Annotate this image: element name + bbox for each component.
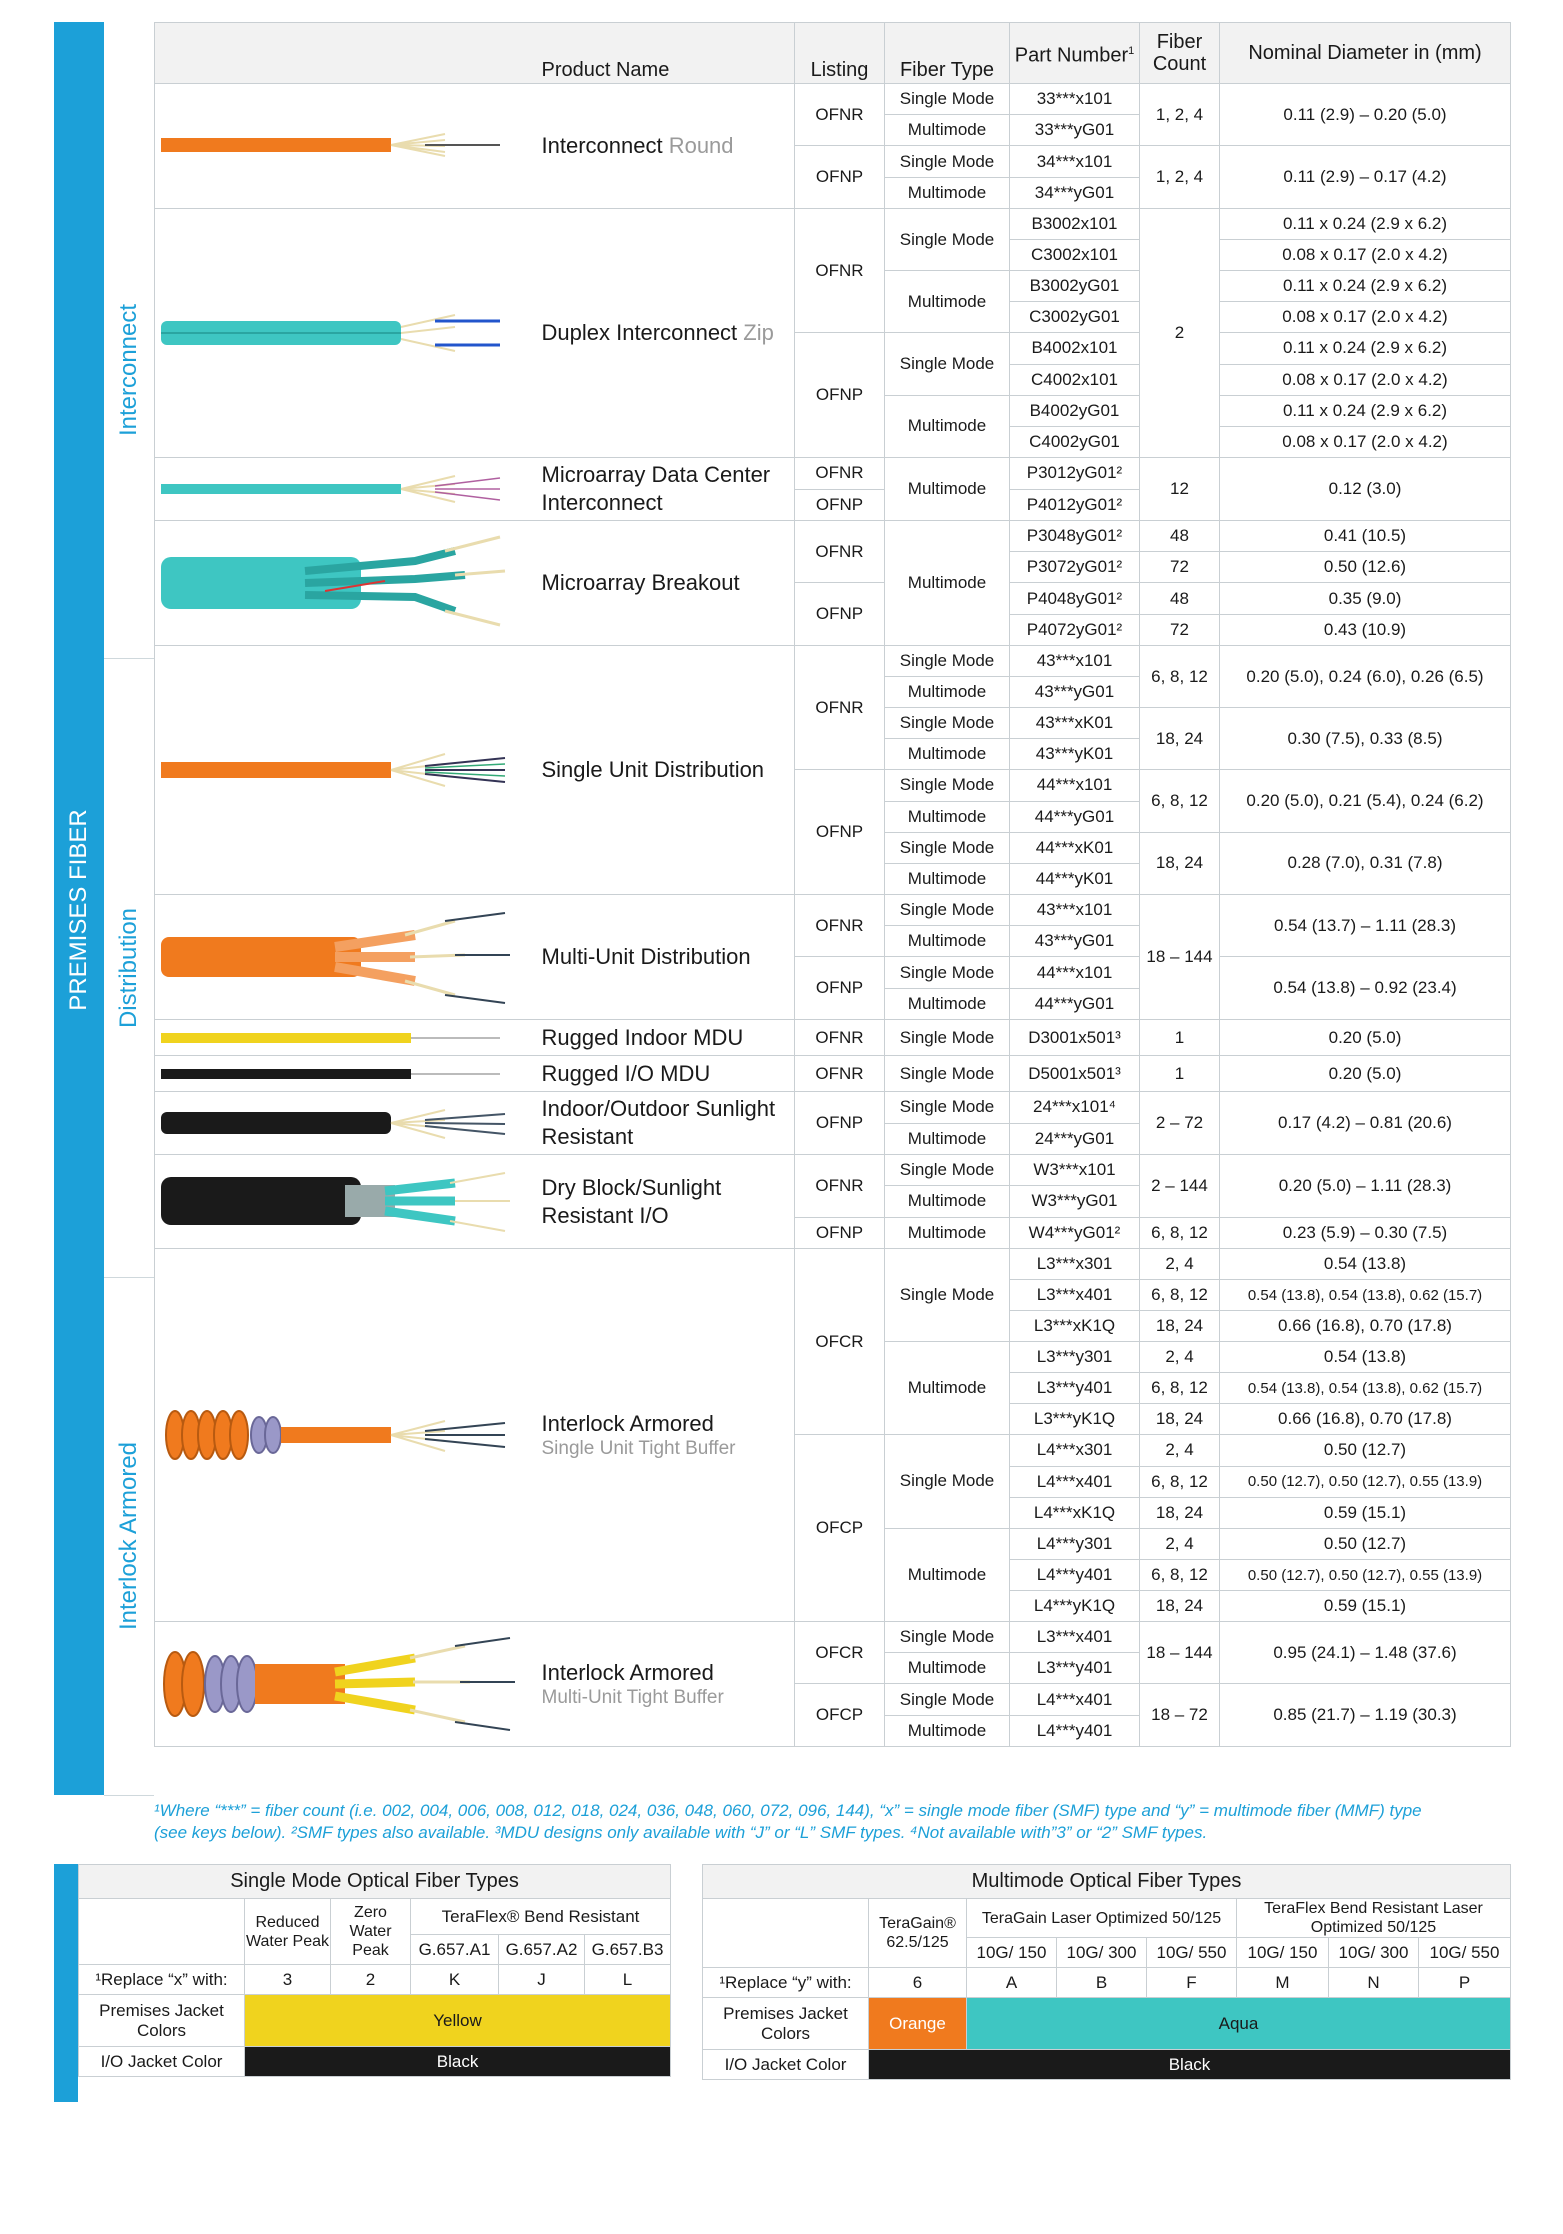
group-interconnect <box>104 82 154 659</box>
fiber-count: 48 <box>1140 521 1220 552</box>
cable-image <box>155 209 530 458</box>
fiber-type: Single Mode <box>885 1622 1010 1653</box>
footnote-line: (see keys below). ²SMF types also available. ³MDU designs only available with “J” or “L” SMF types. ⁴Not available with”3” or “2” SMF types. <box>154 1823 1208 1842</box>
cable-image <box>155 1020 530 1056</box>
diameter: 0.35 (9.0) <box>1220 583 1511 615</box>
black-swatch: Black <box>869 2050 1511 2080</box>
diameter: 0.54 (13.8) <box>1220 1249 1511 1280</box>
part-number: P3072yG01² <box>1010 552 1140 583</box>
listing: OFNR <box>795 84 885 146</box>
fiber-type: Multimode <box>885 271 1010 333</box>
part-number: L4***yK1Q <box>1010 1591 1140 1622</box>
key-title: Multimode Optical Fiber Types <box>703 1865 1511 1899</box>
diameter: 0.50 (12.7), 0.50 (12.7), 0.55 (13.9) <box>1220 1466 1511 1497</box>
part-number: 34***x101 <box>1010 146 1140 178</box>
part-number: 24***x101⁴ <box>1010 1092 1140 1124</box>
part-number: L4***y401 <box>1010 1560 1140 1591</box>
diameter: 0.08 x 0.17 (2.0 x 4.2) <box>1220 240 1511 271</box>
fiber-count: 1, 2, 4 <box>1140 84 1220 146</box>
diameter: 0.11 (2.9) – 0.20 (5.0) <box>1220 84 1511 146</box>
footnote-line: ¹Where “***” = fiber count (i.e. 002, 004, 006, 008, 012, 018, 024, 036, 048, 060, 072, 096, 144), “x” = single mode fiber (SMF) type and “y” = multimode fiber (MMF) type <box>154 1801 1422 1820</box>
part-number: 33***x101 <box>1010 84 1140 115</box>
key-value: 6 <box>869 1968 967 1998</box>
part-number: 43***x101 <box>1010 895 1140 926</box>
fiber-type: Multimode <box>885 521 1010 646</box>
part-number: W3***yG01 <box>1010 1186 1140 1217</box>
header-fiber-count: Fiber Count <box>1140 23 1220 84</box>
key-value: K <box>411 1965 499 1995</box>
key-accent-bar <box>54 1864 78 2102</box>
diameter: 0.54 (13.8), 0.54 (13.8), 0.62 (15.7) <box>1220 1373 1511 1404</box>
listing: OFNR <box>795 895 885 957</box>
listing: OFCP <box>795 1684 885 1747</box>
fiber-count: 2 – 144 <box>1140 1155 1220 1218</box>
fiber-type: Multimode <box>885 458 1010 521</box>
fiber-count: 72 <box>1140 552 1220 583</box>
fiber-type: Multimode <box>885 115 1010 146</box>
key-row-label: Premises Jacket Colors <box>79 1995 245 2047</box>
key-col-header: G.657.A1 <box>411 1935 499 1965</box>
part-number: L3***y401 <box>1010 1653 1140 1684</box>
fiber-type: Single Mode <box>885 957 1010 989</box>
part-number: B4002x101 <box>1010 333 1140 364</box>
part-number: C3002x101 <box>1010 240 1140 271</box>
fiber-type: Multimode <box>885 1716 1010 1747</box>
part-number: B4002yG01 <box>1010 395 1140 426</box>
key-title: Single Mode Optical Fiber Types <box>79 1865 671 1899</box>
diameter: 0.11 x 0.24 (2.9 x 6.2) <box>1220 395 1511 426</box>
fiber-count: 72 <box>1140 615 1220 646</box>
fiber-count: 12 <box>1140 458 1220 521</box>
cable-image <box>155 84 530 209</box>
part-number: L3***y301 <box>1010 1342 1140 1373</box>
part-number: D3001x501³ <box>1010 1020 1140 1056</box>
key-value: M <box>1237 1968 1329 1998</box>
part-number: L4***y401 <box>1010 1716 1140 1747</box>
part-number: C4002x101 <box>1010 364 1140 395</box>
key-value: F <box>1147 1968 1237 1998</box>
fiber-type: Single Mode <box>885 333 1010 395</box>
key-col-header: TeraGain® 62.5/125 <box>869 1899 967 1968</box>
key-row-label: ¹Replace “x” with: <box>79 1965 245 1995</box>
part-number: L4***x301 <box>1010 1435 1140 1466</box>
fiber-type: Single Mode <box>885 1249 1010 1342</box>
part-number: L3***x401 <box>1010 1280 1140 1311</box>
cable-image <box>155 1092 530 1155</box>
key-col-header: Zero Water Peak <box>331 1899 411 1965</box>
key-row-label: Premises Jacket Colors <box>703 1998 869 2050</box>
product-name: Dry Block/Sunlight Resistant I/O <box>530 1155 795 1249</box>
fiber-count: 2, 4 <box>1140 1435 1220 1466</box>
fiber-count: 1, 2, 4 <box>1140 146 1220 209</box>
part-number: 44***x101 <box>1010 957 1140 989</box>
key-col-header: Reduced Water Peak <box>245 1899 331 1965</box>
fiber-type: Multimode <box>885 1653 1010 1684</box>
fiber-type: Single Mode <box>885 209 1010 271</box>
diameter: 0.54 (13.8), 0.54 (13.8), 0.62 (15.7) <box>1220 1280 1511 1311</box>
fiber-type: Single Mode <box>885 1020 1010 1056</box>
diameter: 0.50 (12.6) <box>1220 552 1511 583</box>
fiber-count: 2 – 72 <box>1140 1092 1220 1155</box>
part-number: L3***x401 <box>1010 1622 1140 1653</box>
diameter: 0.20 (5.0), 0.21 (5.4), 0.24 (6.2) <box>1220 770 1511 832</box>
part-number: 44***yG01 <box>1010 801 1140 832</box>
fiber-count: 6, 8, 12 <box>1140 1466 1220 1497</box>
header-diameter: Nominal Diameter in (mm) <box>1220 23 1511 84</box>
key-value: L <box>585 1965 671 1995</box>
group-distribution <box>104 658 154 1278</box>
fiber-count: 6, 8, 12 <box>1140 1373 1220 1404</box>
product-name: Indoor/Outdoor Sunlight Resistant <box>530 1092 795 1155</box>
yellow-swatch: Yellow <box>245 1995 671 2047</box>
diameter: 0.43 (10.9) <box>1220 615 1511 646</box>
diameter: 0.20 (5.0) – 1.11 (28.3) <box>1220 1155 1511 1218</box>
diameter: 0.23 (5.9) – 0.30 (7.5) <box>1220 1217 1511 1248</box>
header-listing: Listing <box>795 23 885 84</box>
diameter: 0.41 (10.5) <box>1220 521 1511 552</box>
diameter: 0.50 (12.7), 0.50 (12.7), 0.55 (13.9) <box>1220 1560 1511 1591</box>
part-number: 43***xK01 <box>1010 708 1140 739</box>
fiber-type: Multimode <box>885 178 1010 209</box>
header-row <box>155 23 1511 84</box>
key-col-header: G.657.B3 <box>585 1935 671 1965</box>
key-col-header: 10G/ 300 <box>1329 1938 1419 1968</box>
part-number: 44***x101 <box>1010 770 1140 801</box>
part-number: P3048yG01² <box>1010 521 1140 552</box>
key-value: A <box>967 1968 1057 1998</box>
key-col-header: TeraFlex Bend Resistant Laser Optimized 50/125 <box>1237 1899 1511 1938</box>
key-col-header: 10G/ 550 <box>1147 1938 1237 1968</box>
cable-image <box>155 1155 530 1249</box>
diameter: 0.54 (13.8) – 0.92 (23.4) <box>1220 957 1511 1020</box>
part-number: L4***xK1Q <box>1010 1497 1140 1528</box>
cable-image <box>155 521 530 646</box>
product-name: Microarray Breakout <box>530 521 795 646</box>
cable-image <box>155 1622 530 1747</box>
part-number: P4012yG01² <box>1010 489 1140 521</box>
key-col-header: 10G/ 150 <box>1237 1938 1329 1968</box>
fiber-type: Single Mode <box>885 895 1010 926</box>
diameter: 0.95 (24.1) – 1.48 (37.6) <box>1220 1622 1511 1684</box>
listing: OFNP <box>795 770 885 895</box>
diameter: 0.20 (5.0) <box>1220 1020 1511 1056</box>
diameter: 0.11 x 0.24 (2.9 x 6.2) <box>1220 333 1511 364</box>
listing: OFNP <box>795 957 885 1020</box>
listing: OFCR <box>795 1249 885 1435</box>
diameter: 0.17 (4.2) – 0.81 (20.6) <box>1220 1092 1511 1155</box>
cable-image <box>155 1056 530 1092</box>
listing: OFNR <box>795 1155 885 1218</box>
cable-image <box>155 646 530 895</box>
fiber-count: 6, 8, 12 <box>1140 1217 1220 1248</box>
product-name: Interlock Armored Multi-Unit Tight Buffer <box>530 1622 795 1747</box>
key-col-header: TeraGain Laser Optimized 50/125 <box>967 1899 1237 1938</box>
listing: OFNR <box>795 1020 885 1056</box>
fiber-type: Single Mode <box>885 1056 1010 1092</box>
listing: OFNP <box>795 489 885 521</box>
fiber-count: 18, 24 <box>1140 1404 1220 1435</box>
fiber-type: Multimode <box>885 395 1010 457</box>
part-number: D5001x501³ <box>1010 1056 1140 1092</box>
product-name: Rugged I/O MDU <box>530 1056 795 1092</box>
fiber-count: 2, 4 <box>1140 1249 1220 1280</box>
fiber-count: 18, 24 <box>1140 1497 1220 1528</box>
part-number: C4002yG01 <box>1010 427 1140 458</box>
part-number: L3***xK1Q <box>1010 1311 1140 1342</box>
diameter: 0.08 x 0.17 (2.0 x 4.2) <box>1220 427 1511 458</box>
part-number: 24***yG01 <box>1010 1123 1140 1155</box>
listing: OFNR <box>795 521 885 583</box>
fiber-count: 1 <box>1140 1056 1220 1092</box>
header-part-number: Part Number$^1$ <box>1010 23 1140 84</box>
fiber-count: 6, 8, 12 <box>1140 646 1220 708</box>
part-number: 43***yG01 <box>1010 926 1140 957</box>
fiber-count: 18 – 72 <box>1140 1684 1220 1747</box>
fiber-type: Multimode <box>885 989 1010 1020</box>
orange-swatch: Orange <box>869 1998 967 2050</box>
diameter: 0.11 (2.9) – 0.17 (4.2) <box>1220 146 1511 209</box>
fiber-type: Multimode <box>885 864 1010 895</box>
part-number: L4***y301 <box>1010 1528 1140 1559</box>
diameter: 0.59 (15.1) <box>1220 1497 1511 1528</box>
part-number: L4***x401 <box>1010 1466 1140 1497</box>
diameter: 0.20 (5.0) <box>1220 1056 1511 1092</box>
diameter: 0.11 x 0.24 (2.9 x 6.2) <box>1220 209 1511 240</box>
part-number: W4***yG01² <box>1010 1217 1140 1248</box>
key-row-label: I/O Jacket Color <box>79 2047 245 2077</box>
fiber-count: 6, 8, 12 <box>1140 1280 1220 1311</box>
fiber-type: Single Mode <box>885 1435 1010 1528</box>
diameter: 0.54 (13.8) <box>1220 1342 1511 1373</box>
fiber-type: Single Mode <box>885 770 1010 801</box>
part-number: L4***x401 <box>1010 1684 1140 1716</box>
diameter: 0.50 (12.7) <box>1220 1528 1511 1559</box>
fiber-type: Single Mode <box>885 708 1010 739</box>
fiber-count: 1 <box>1140 1020 1220 1056</box>
part-number: 43***x101 <box>1010 646 1140 677</box>
listing: OFNP <box>795 1092 885 1155</box>
fiber-count: 18, 24 <box>1140 832 1220 894</box>
header-fiber-type: Fiber Type <box>885 23 1010 84</box>
key-value: 3 <box>245 1965 331 1995</box>
diameter: 0.50 (12.7) <box>1220 1435 1511 1466</box>
key-row-label: ¹Replace “y” with: <box>703 1968 869 1998</box>
key-value: B <box>1057 1968 1147 1998</box>
fiber-type: Multimode <box>885 1528 1010 1621</box>
fiber-count: 2, 4 <box>1140 1528 1220 1559</box>
fiber-type: Multimode <box>885 739 1010 770</box>
product-name: Interconnect Round <box>530 84 795 209</box>
product-table <box>154 22 1511 1747</box>
part-number: P4072yG01² <box>1010 615 1140 646</box>
key-col-header: TeraFlex® Bend Resistant <box>411 1899 671 1935</box>
diameter: 0.59 (15.1) <box>1220 1591 1511 1622</box>
diameter: 0.08 x 0.17 (2.0 x 4.2) <box>1220 302 1511 333</box>
fiber-count: 18 – 144 <box>1140 895 1220 1020</box>
part-number: 43***yG01 <box>1010 677 1140 708</box>
fiber-count: 18, 24 <box>1140 1311 1220 1342</box>
single-mode-key-table <box>78 1864 671 2077</box>
fiber-count: 6, 8, 12 <box>1140 770 1220 832</box>
listing: OFNR <box>795 1056 885 1092</box>
section-title: PREMISES FIBER <box>65 809 92 1011</box>
key-value: J <box>499 1965 585 1995</box>
diameter: 0.30 (7.5), 0.33 (8.5) <box>1220 708 1511 770</box>
key-col-header: 10G/ 300 <box>1057 1938 1147 1968</box>
part-number: P3012yG01² <box>1010 458 1140 490</box>
product-name: Interlock Armored Single Unit Tight Buffer <box>530 1249 795 1622</box>
fiber-type: Multimode <box>885 677 1010 708</box>
diameter: 0.66 (16.8), 0.70 (17.8) <box>1220 1311 1511 1342</box>
product-name: Single Unit Distribution <box>530 646 795 895</box>
diameter: 0.12 (3.0) <box>1220 458 1511 521</box>
listing: OFNR <box>795 458 885 490</box>
part-number: 34***yG01 <box>1010 178 1140 209</box>
listing: OFNP <box>795 1217 885 1248</box>
fiber-type: Single Mode <box>885 1684 1010 1716</box>
part-number: 43***yK01 <box>1010 739 1140 770</box>
part-number: 44***xK01 <box>1010 832 1140 863</box>
listing: OFCR <box>795 1622 885 1684</box>
multimode-key-table <box>702 1864 1511 2080</box>
listing: OFNP <box>795 583 885 646</box>
product-name: Rugged Indoor MDU <box>530 1020 795 1056</box>
part-number: 33***yG01 <box>1010 115 1140 146</box>
listing: OFNP <box>795 146 885 209</box>
fiber-type: Single Mode <box>885 1155 1010 1186</box>
part-number: B3002x101 <box>1010 209 1140 240</box>
fiber-count: 6, 8, 12 <box>1140 1560 1220 1591</box>
fiber-count: 18, 24 <box>1140 1591 1220 1622</box>
fiber-type: Single Mode <box>885 84 1010 115</box>
key-col-header: 10G/ 150 <box>967 1938 1057 1968</box>
part-number: 44***yG01 <box>1010 989 1140 1020</box>
product-name: Duplex Interconnect Zip <box>530 209 795 458</box>
key-value: N <box>1329 1968 1419 1998</box>
part-number: B3002yG01 <box>1010 271 1140 302</box>
fiber-type: Single Mode <box>885 832 1010 863</box>
diameter: 0.66 (16.8), 0.70 (17.8) <box>1220 1404 1511 1435</box>
listing: OFNR <box>795 646 885 770</box>
key-value: 2 <box>331 1965 411 1995</box>
cable-image <box>155 1249 530 1622</box>
part-number: C3002yG01 <box>1010 302 1140 333</box>
fiber-type: Single Mode <box>885 646 1010 677</box>
diameter: 0.08 x 0.17 (2.0 x 4.2) <box>1220 364 1511 395</box>
listing: OFCP <box>795 1435 885 1622</box>
fiber-type: Multimode <box>885 1217 1010 1248</box>
part-number: L3***yK1Q <box>1010 1404 1140 1435</box>
part-number: 44***yK01 <box>1010 864 1140 895</box>
diameter: 0.85 (21.7) – 1.19 (30.3) <box>1220 1684 1511 1747</box>
part-number: L3***y401 <box>1010 1373 1140 1404</box>
fiber-type: Single Mode <box>885 146 1010 178</box>
black-swatch: Black <box>245 2047 671 2077</box>
aqua-swatch: Aqua <box>967 1998 1511 2050</box>
group-label: Interlock Armored <box>115 1441 142 1631</box>
fiber-type: Multimode <box>885 1186 1010 1217</box>
key-col-header: 10G/ 550 <box>1419 1938 1511 1968</box>
cable-image <box>155 458 530 521</box>
diameter: 0.20 (5.0), 0.24 (6.0), 0.26 (6.5) <box>1220 646 1511 708</box>
fiber-count: 2 <box>1140 209 1220 458</box>
fiber-type: Multimode <box>885 926 1010 957</box>
fiber-type: Multimode <box>885 1342 1010 1435</box>
listing: OFNR <box>795 209 885 333</box>
fiber-count: 18 – 144 <box>1140 1622 1220 1684</box>
group-interlock-armored <box>104 1277 154 1796</box>
footnote <box>154 1800 1510 1844</box>
part-number: P4048yG01² <box>1010 583 1140 615</box>
group-label: Interconnect <box>115 303 142 437</box>
fiber-type: Multimode <box>885 1123 1010 1155</box>
part-number: L3***x301 <box>1010 1249 1140 1280</box>
fiber-count: 2, 4 <box>1140 1342 1220 1373</box>
diameter: 0.54 (13.7) – 1.11 (28.3) <box>1220 895 1511 957</box>
group-label: Distribution <box>115 907 142 1028</box>
part-number: W3***x101 <box>1010 1155 1140 1186</box>
diameter: 0.28 (7.0), 0.31 (7.8) <box>1220 832 1511 894</box>
fiber-type: Single Mode <box>885 1092 1010 1124</box>
header-product-name: Product Name <box>530 23 795 84</box>
fiber-count: 48 <box>1140 583 1220 615</box>
product-name: Multi-Unit Distribution <box>530 895 795 1020</box>
key-value: P <box>1419 1968 1511 1998</box>
fiber-count: 18, 24 <box>1140 708 1220 770</box>
product-name: Microarray Data Center Interconnect <box>530 458 795 521</box>
key-col-header: G.657.A2 <box>499 1935 585 1965</box>
cable-image <box>155 895 530 1020</box>
key-row-label: I/O Jacket Color <box>703 2050 869 2080</box>
diameter: 0.11 x 0.24 (2.9 x 6.2) <box>1220 271 1511 302</box>
listing: OFNP <box>795 333 885 458</box>
fiber-type: Multimode <box>885 801 1010 832</box>
